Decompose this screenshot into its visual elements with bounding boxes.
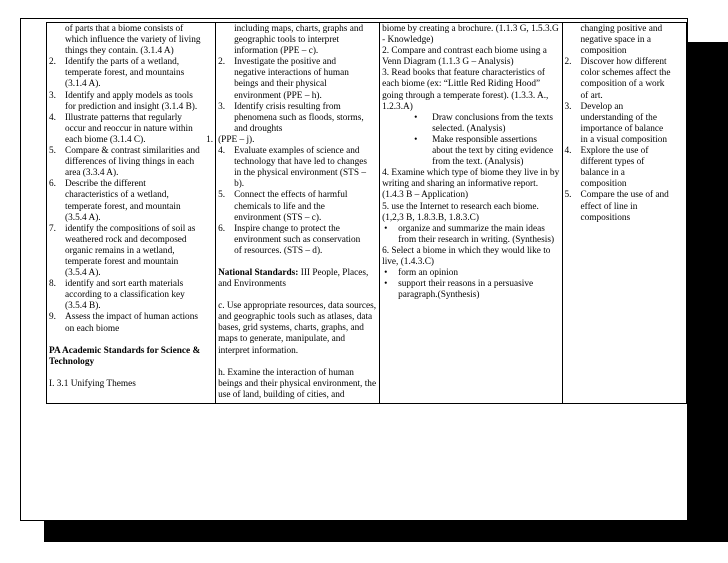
activity-3-text: 3. Read books that feature characteristics of each biome (ex: “Little Red Riding Hood” going through a temperate forest). (1.3.3. A., 1.2.3.A) [382,68,549,112]
item-text-line: of parts that a biome consists of [65,24,184,34]
list-item [565,146,684,190]
item-text-line: Discover how different [580,57,667,68]
item-text-line: changing positive and [580,24,663,34]
activity-6-bullets [382,268,559,301]
item-text-line: temperate forest, and mountain [65,201,181,212]
item-text-line: environment such as conservation [234,234,361,245]
item-number: 9. [49,312,56,323]
item-text-line: Inspire change to protect the [234,223,340,234]
social-studies-cell [216,23,380,404]
list-item [218,24,377,57]
item-text-line: b). [234,179,245,190]
item-text-line: negative space in a [580,35,651,46]
item-text-line: each biome (3.1.4 C). [65,134,146,145]
item-text-line: environment (PPE – h). [234,90,322,101]
list-item [565,190,684,223]
item-text-line: Illustrate patterns that regularly [65,112,182,123]
item-number: 4. [218,146,226,157]
item-text-line: weathered rock and decomposed [65,234,187,245]
item-text-line: composition of a work [580,79,665,90]
item-text-line: different types of [580,157,645,168]
item-text-line: including maps, charts, graphs and [234,24,364,34]
list-item [49,224,213,279]
item-text-line: Assess the impact of human actions [65,312,198,323]
bullet-item: • organize and summarize the main ideas from their research in writing. (Synthesis) [382,224,559,246]
item-text-line: on each biome [65,323,120,334]
item-text-line: identify and sort earth materials [65,279,184,290]
item-number: 3. [49,90,56,101]
bullet-item: • Make responsible assertions about the text by citing evidence from the text. (Analysis) [382,135,559,168]
item-text-line: chemicals to life and the [234,201,325,212]
item-number: 5. [218,190,226,201]
list-item [218,224,377,257]
item-text-line: and droughts [234,123,283,134]
standards-table [46,22,687,404]
item-text-line: Identify crisis resulting from [234,101,341,112]
page-shadow-right [688,42,728,542]
national-standards-text [218,268,377,290]
item-number: 8. [49,279,56,290]
standard-h-text: h. Examine the interaction of human beings and their physical environment, the use of land, building of cities, and [218,367,377,400]
item-text-line: Compare the use of and [580,190,669,201]
list-item [218,146,377,190]
list-item [49,146,213,179]
item-text-line: in the physical environment (STS – [234,168,367,179]
item-text-line: according to a classification key [65,290,185,301]
item-text-line: geographic tools to interpret [234,35,340,46]
item-text-line: compositions [580,212,631,223]
item-text-line: beings and their physical [234,79,327,90]
item-text-line: color schemes affect the [580,68,671,79]
list-item [565,102,684,146]
item-text-line: organic remains in a wetland, [65,245,175,256]
item-number: 4. [564,146,572,157]
continuation-text: (PPE – j). [218,134,255,145]
bullet-item: • support their reasons in a persuasive paragraph.(Synthesis) [382,279,559,301]
item-number: 6. [49,179,56,190]
list-item [565,24,684,57]
list-item [218,57,377,101]
item-text-line: technology that have led to changes [234,157,368,168]
item-text-line: negative interactions of human [234,68,349,79]
document-page [20,18,688,521]
bullet-item: • form an opinion [382,268,559,279]
item-text-line: of resources. (STS – d). [234,245,323,256]
item-text-line: environment (STS – c). [234,212,322,223]
item-text-line: Evaluate examples of science and [234,146,360,157]
item-text-line: effect of line in [580,201,638,212]
item-text-line: of art. [580,90,603,101]
list-item [49,24,213,57]
item-number: 2. [218,57,226,68]
item-number: 4. [49,112,56,123]
list-item [218,190,377,223]
unifying-themes-text: I. 3.1 Unifying Themes [49,378,136,389]
list-item [49,91,213,113]
list-item [49,57,213,90]
item-text-line: temperate forest and mountain [65,256,179,267]
item-text-line: characteristics of a wetland, [65,190,169,201]
item-text-line: identify the compositions of soil as [65,223,196,234]
activity-5-text: 5. use the Internet to research each biome. (1,2,3 B, 1.8.3.B, 1.8.3.C) [382,201,539,223]
activity-4-text: 4. Examine which type of biome they live in by writing and sharing an informative report. (1.4.3 B – Application) [382,168,560,201]
item-text-line: (3.1.4 A). [65,79,101,90]
item-text-line: Compare & contrast similarities and [65,146,200,157]
item-text-line: things they contain. (3.1.4 A) [65,46,174,57]
item-text-line: understanding of the [580,112,657,123]
item-text-line: Connect the effects of harmful [234,190,348,201]
item-number: 7. [49,223,56,234]
objectives-list [565,24,684,224]
art-objectives-cell [562,23,686,404]
page-shadow-bottom [44,521,728,542]
item-number: 2. [49,57,56,68]
item-text-line: balance in a [580,168,625,179]
item-text-line: Identify and apply models as tools [65,90,193,101]
item-text-line: occur and reoccur in nature within [65,123,193,134]
objectives-list [218,146,377,257]
item-number: 3. [218,101,226,112]
activity-3-bullets [382,113,559,168]
item-text-line: composition [580,46,627,57]
item-number: 5. [564,190,572,201]
item-text-line: composition [580,179,627,190]
item-text-line: which influence the variety of living [65,35,201,46]
activity-1-text: biome by creating a brochure. (1.1.3 G, 1.5.3.G - Knowledge) [382,24,559,46]
item-text-line: Develop an [580,101,624,112]
item-text-line: differences of living things in each [65,157,195,168]
item-number: 3. [564,101,572,112]
item-text-line: in a visual composition [580,134,668,145]
item-number: 6. [218,223,226,234]
list-item [49,113,213,146]
objectives-list [218,24,377,135]
item-text-line: information (PPE – c). [234,46,319,57]
item-text-line: (3.5.4 A). [65,212,101,223]
activity-6-text: 6. Select a biome in which they would like to live, (1.4.3.C) [382,245,551,267]
list-item [218,102,377,135]
item-text-line: (3.5.4 A). [65,268,101,279]
item-text-line: (3.5.4 B). [65,301,101,312]
objectives-list [49,24,213,335]
item-text-line: Explore the use of [580,146,649,157]
science-objectives-cell [47,23,216,404]
item-text-line: Investigate the positive and [234,57,337,68]
list-item [565,57,684,101]
item-text-line: phenomena such as floods, storms, [234,112,364,123]
list-item [49,312,213,334]
trailing-number: 1. [206,134,214,145]
national-standards-label: National Standards: [218,267,299,278]
list-item [49,179,213,223]
item-number: 5. [49,146,56,157]
item-text-line: temperate forest, and mountains [65,68,185,79]
table-row [47,23,687,404]
item-number: 2. [564,57,572,68]
item-text-line: Describe the different [65,179,146,190]
pa-standards-heading: PA Academic Standards for Science & Technology [49,345,201,367]
activity-2-text: 2. Compare and contrast each biome using a Venn Diagram (1.1.3 G – Analysis) [382,46,547,68]
activity-5-bullets [382,224,559,246]
item-text-line: area (3.3.4 A). [65,168,119,179]
item-text-line: for prediction and insight (3.1.4 B). [65,101,198,112]
bullet-item: • Draw conclusions from the texts selected. (Analysis) [382,113,559,135]
list-item [49,279,213,312]
item-text-line: Identify the parts of a wetland, [65,57,180,68]
activities-cell [380,23,562,404]
national-standards-value: III People, Places, and Environments [218,267,369,290]
item-text-line: importance of balance [580,123,664,134]
standard-c-text: c. Use appropriate resources, data sources, and geographic tools such as atlases, data bases, grid systems, charts, graphs, and maps to generate, manipulate, and interpret information. [218,301,377,356]
